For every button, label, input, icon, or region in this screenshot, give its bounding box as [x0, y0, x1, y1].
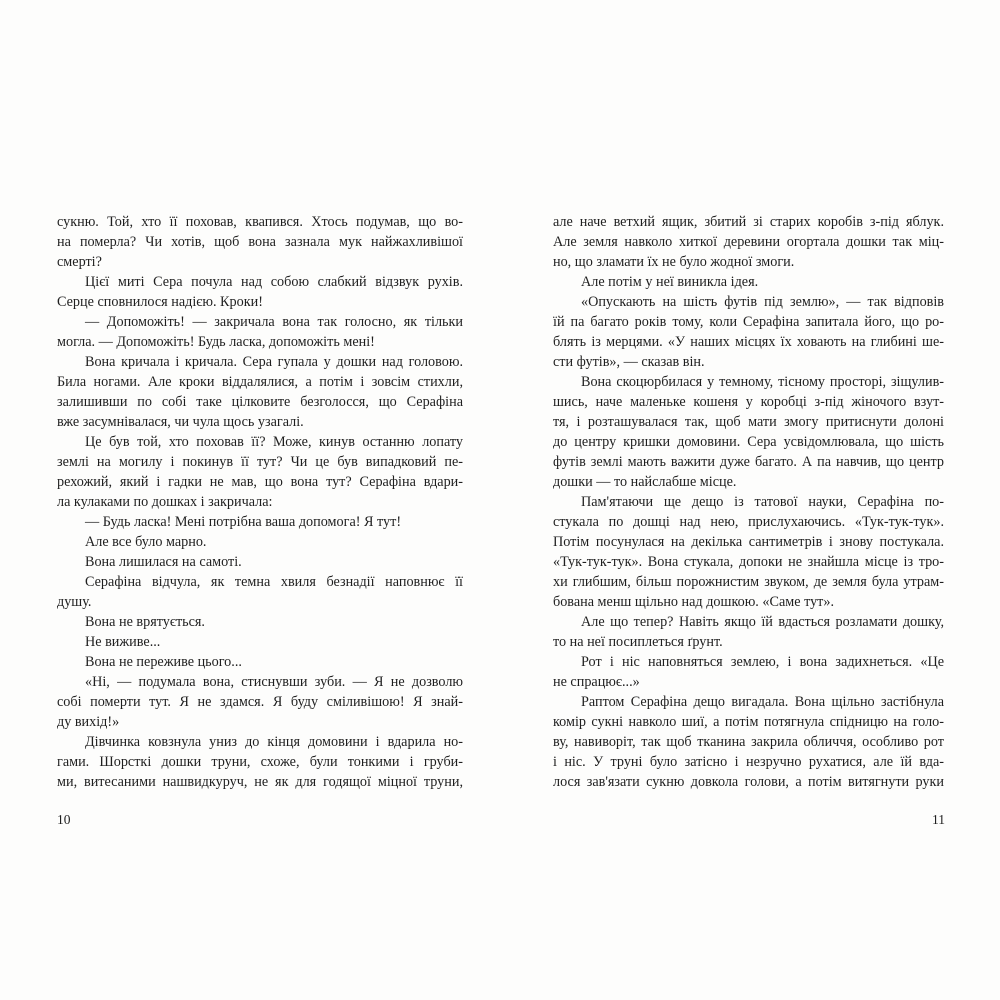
text-line: «Опускають на шість футів під землю», — так відповів: [581, 294, 944, 310]
text-line: Вона не переживе цього...: [85, 654, 242, 670]
text-line: Пам'ятаючи ще дещо із татової науки, Серафіна по-: [581, 494, 944, 510]
text-line: стукала по дошці над нею, прислухаючись. «Тук-тук-тук».: [553, 514, 944, 530]
text-line: то на неї посиплеться ґрунт.: [553, 634, 723, 650]
text-line: дошки — то найслабше місце.: [553, 474, 737, 490]
text-line: Серце сповнилося надією. Кроки!: [57, 294, 263, 310]
text-line: Вона кричала і кричала. Сера гупала у дошки над головою.: [85, 354, 463, 370]
text-line: землі на могилу і покинув її тут? Чи це був випадковий пе-: [57, 454, 463, 470]
text-line: Але земля навколо хиткої деревини огортала дошки так міц-: [553, 234, 944, 250]
text-line: але наче ветхий ящик, збитий зі старих коробів з-під яблук.: [553, 214, 944, 230]
text-line: шись, наче маленьке кошеня у коробці з-під жіночого взут-: [553, 394, 944, 410]
text-line: не спрацює...»: [553, 674, 640, 690]
text-line: Але потім у неї виникла ідея.: [581, 274, 759, 290]
text-line: ми, витесаними нашвидкуруч, не як для годящої міцної труни,: [57, 774, 463, 790]
book-page-right-text: [553, 212, 944, 792]
text-line: — Будь ласка! Мені потрібна ваша допомога! Я тут!: [85, 514, 402, 530]
text-line: ву, навиворіт, так щоб тканина закрила обличчя, особливо рот: [553, 734, 944, 750]
text-line: смерті?: [57, 254, 102, 270]
text-line: їй па багато років тому, коли Серафіна запитала його, що ро-: [553, 314, 944, 330]
text-line: душу.: [57, 594, 92, 610]
text-line: вже засумнівалася, чи чула щось узагалі.: [57, 414, 304, 430]
text-line: комір сукні навколо шиї, а потім потягнула спідницю на голо-: [553, 714, 944, 730]
text-line: Але все було марно.: [85, 534, 207, 550]
text-line: на померла? Чи хотів, щоб вона зазнала мук найжахливішої: [57, 234, 463, 250]
text-line: Била ногами. Але кроки віддалялися, а потім і зовсім стихли,: [57, 374, 463, 390]
text-line: гами. Шорсткі дошки труни, схоже, були тонкими і груби-: [57, 754, 463, 770]
text-line: Рот і ніс наповняться землею, і вона задихнеться. «Це: [581, 654, 944, 670]
text-line: Вона скоцюрбилася у темному, тісному просторі, зіщулив-: [581, 374, 944, 390]
text-line: футів землі мають важити дуже багато. А па навчив, що центр: [553, 454, 944, 470]
text-line: хи глибшим, більш порожнистим звуком, де земля була утрам-: [553, 574, 944, 590]
text-line: Серафіна відчула, як темна хвиля безнадії наповнює її: [85, 574, 463, 590]
text-line: тя, і розташувалася так, щоб мати змогу притиснути долоні: [553, 414, 944, 430]
book-page-left-text: [57, 212, 463, 792]
text-line: Потім посунулася на декілька сантиметрів і знову постукала.: [553, 534, 944, 550]
text-line: — Допоможіть! — закричала вона так голосно, як тільки: [85, 314, 463, 330]
text-line: Вона лишилася на самоті.: [85, 554, 242, 570]
text-line: сти футів», — сказав він.: [553, 354, 705, 370]
text-line: лося зав'язати сукню довкола голови, а потім витягнути руки: [553, 774, 944, 790]
text-line: Вона не врятується.: [85, 614, 205, 630]
text-line: залишивши по собі таке цілковите безголосся, що Серафіна: [57, 394, 463, 410]
text-line: до центру кришки домовини. Сера усвідомлювала, що шість: [553, 434, 944, 450]
page-number-right: 11: [932, 812, 945, 827]
text-line: блять із мерцями. «У наших місцях їх ховають на глибині ше-: [553, 334, 944, 350]
text-line: ла кулаками по дошках і закричала:: [57, 494, 273, 510]
text-line: но, що зламати їх не було жодної змоги.: [553, 254, 795, 270]
text-line: Дівчинка ковзнула униз до кінця домовини і вдарила но-: [85, 734, 463, 750]
text-line: сукню. Той, хто її поховав, квапився. Хтось подумав, що во-: [57, 214, 463, 230]
text-line: Раптом Серафіна дещо вигадала. Вона щільно застібнула: [581, 694, 944, 710]
page-number-left: 10: [57, 812, 71, 827]
text-line: Це був той, хто поховав її? Може, кинув останню лопату: [85, 434, 463, 450]
text-line: Цієї миті Сера почула над собою слабкий відзвук рухів.: [85, 274, 463, 290]
text-line: і ніс. У труні було затісно і незручно рухатися, але їй вда-: [553, 754, 944, 770]
text-line: рехожий, який і гадки не мав, що вона тут? Серафіна вдари-: [57, 474, 463, 490]
text-line: «Ні, — подумала вона, стиснувши зуби. — Я не дозволю: [85, 674, 463, 690]
text-line: Не виживе...: [85, 634, 161, 650]
text-line: могла. — Допоможіть! Будь ласка, допоможіть мені!: [57, 334, 375, 350]
text-line: «Тук-тук-тук». Вона стукала, допоки не знайшла місце із тро-: [553, 554, 944, 570]
text-line: Але що тепер? Навіть якщо їй вдасться розламати дошку,: [581, 614, 944, 630]
text-line: собі померти тут. Я не здамся. Я буду сміливішою! Я знай-: [57, 694, 463, 710]
text-line: ду вихід!»: [57, 714, 120, 730]
text-line: бована менш щільно над дошкою. «Саме тут».: [553, 594, 835, 610]
